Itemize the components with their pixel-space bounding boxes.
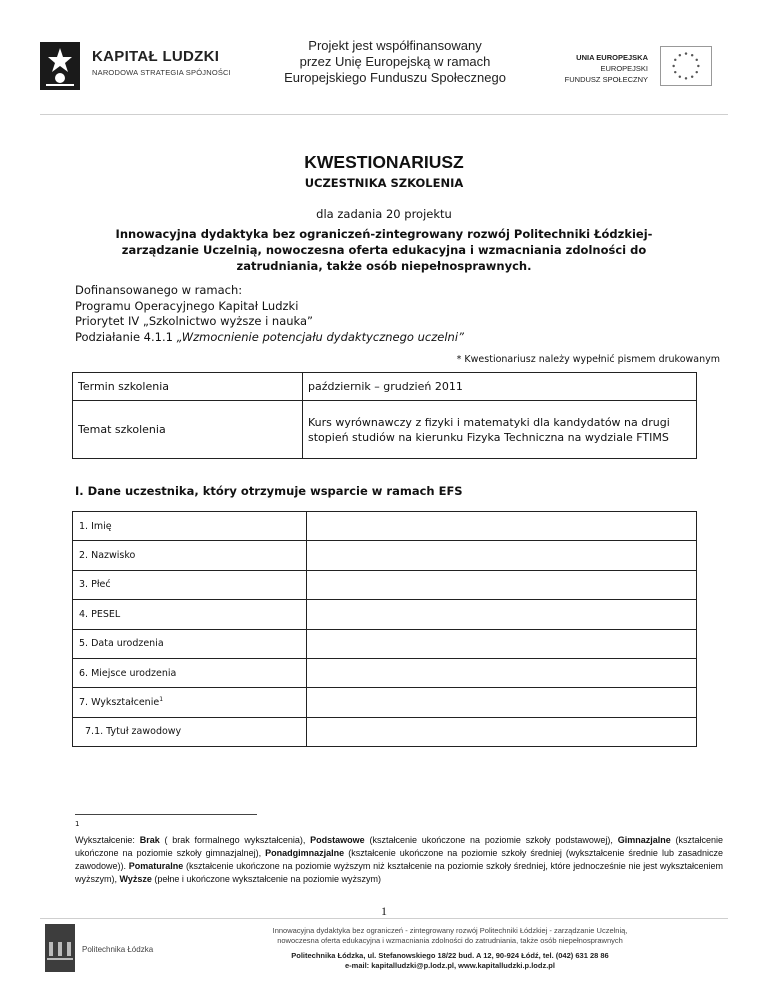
education-field[interactable] (307, 688, 697, 717)
project-name: Innowacyjna dydaktyka bez ograniczeń-zintegrowany rozwój Politechniki Łódzkiej-zarządzanie Uczelnią, nowoczesna oferta edukacyjna i wzmacniania zdolności do zatrudniania, także osób niepełnosprawnych. (115, 227, 653, 273)
term-value: październik – grudzień 2011 (303, 373, 697, 401)
table-row (73, 658, 697, 687)
footnote-term: Gimnazjalne (617, 835, 671, 845)
footnote-part: (kształcenie ukończone na poziomie szkoły średniej (wykształcenie średnie lub zasadnicze zawodowe)). (75, 848, 724, 871)
pesel-field[interactable] (307, 600, 697, 629)
measure-name: „Wzmocnienie potencjału dydaktycznego uczelni” (176, 329, 464, 344)
footnote-term: Podstawowe (310, 835, 365, 845)
footer-line-1: Innowacyjna dydaktyka bez ograniczeń - zintegrowany rozwój Politechniki Łódzkiej - zarządzanie Uczelnią, (272, 926, 628, 935)
politechnika-logo-icon (45, 924, 75, 972)
footnote-term: Wyższe (119, 874, 152, 884)
participant-form (72, 511, 697, 747)
footnote-divider (75, 814, 257, 815)
education-label-text: 7. Wykształcenie (79, 697, 160, 709)
page-header (0, 36, 768, 106)
footnote-text (75, 834, 723, 886)
table-row (73, 688, 697, 717)
funding-program: Programu Operacyjnego Kapitał Ludzki (75, 298, 299, 313)
footer-project-description (180, 926, 720, 946)
footer-email-web[interactable]: e-mail: kapitalludzki@p.lodz.pl, www.kapitalludzki.p.lodz.pl (345, 961, 555, 970)
footer-address: Politechnika Łódzka, ul. Stefanowskiego 18/22 bud. A 12, 90-924 Łódź, tel. (042) 631 28 86 (291, 951, 609, 960)
footnote-part: (pełne i ukończone wykształcenie na poziomie wyższym) (151, 874, 381, 884)
topic-label: Temat szkolenia (73, 401, 303, 459)
footnote-part: (kształcenie ukończone na poziomie wyższym niż kształcenie na poziomie szkoły średniej, które jednocześnie nie jest wykształceniem wyższym), (75, 861, 723, 884)
footnote-ref[interactable]: 1 (159, 696, 164, 704)
document-subtitle: UCZESTNIKA SZKOLENIA (304, 176, 464, 190)
header-divider (40, 114, 728, 115)
field-label-gender: 3. Płeć (73, 570, 307, 599)
field-label-birth-place: 6. Miejsce urodzenia (73, 658, 307, 687)
first-name-field[interactable] (307, 512, 697, 541)
funding-priority: Priorytet IV „Szkolnictwo wyższe i nauka” (75, 314, 314, 328)
kl-title: KAPITAŁ LUDZKI (92, 48, 220, 65)
footnote-part: (kształcenie ukończone na poziomie szkoły podstawowej), (364, 835, 618, 845)
fill-instruction-note: * Kwestionariusz należy wypełnić pismem drukowanym (456, 354, 720, 365)
section-title: I. Dane uczestnika, który otrzymuje wsparcie w ramach EFS (75, 484, 463, 498)
table-row (73, 600, 697, 629)
field-label-first-name: 1. Imię (73, 512, 307, 541)
cofinancing-line-3: Europejskiego Funduszu Społecznego (284, 70, 506, 85)
eu-label-line-2: EUROPEJSKI (600, 64, 648, 73)
eu-label-line-3: FUNDUSZ SPOŁECZNY (564, 75, 648, 84)
cofinancing-line-2: przez Unię Europejską w ramach (299, 54, 491, 69)
footnote-term: Ponadgimnazjalne (265, 848, 345, 858)
funding-intro: Dofinansowanego w ramach: (75, 283, 243, 297)
table-row (73, 629, 697, 658)
field-label-last-name: 2. Nazwisko (73, 541, 307, 570)
table-row (73, 541, 697, 570)
last-name-field[interactable] (307, 541, 697, 570)
table-row (73, 512, 697, 541)
measure-prefix: Podziałanie 4.1.1 (75, 329, 177, 344)
field-label-birth-date: 5. Data urodzenia (73, 629, 307, 658)
cofinancing-line-1: Projekt jest współfinansowany (308, 38, 482, 53)
eu-label-line-1: UNIA EUROPEJSKA (576, 53, 648, 62)
footnote-part: Wykształcenie: (75, 835, 140, 845)
table-row (73, 373, 697, 401)
kapital-ludzki-logo-icon (40, 42, 80, 90)
table-row (73, 717, 697, 746)
term-label: Termin szkolenia (73, 373, 303, 401)
footnote-term: Pomaturalne (128, 861, 184, 871)
topic-value: Kurs wyrównawczy z fizyki i matematyki dla kandydatów na drugi stopień studiów na kierunku Fizyka Techniczna na wydziale FTIMS (303, 401, 697, 459)
birth-date-field[interactable] (307, 629, 697, 658)
footer-contact (180, 951, 720, 971)
field-label-pesel: 4. PESEL (73, 600, 307, 629)
kl-subtitle: NARODOWA STRATEGIA SPÓJNOŚCI (92, 68, 231, 77)
footer-org-name: Politechnika Łódzka (82, 945, 154, 954)
birth-place-field[interactable] (307, 658, 697, 687)
page-number: 1 (381, 904, 387, 918)
task-line: dla zadania 20 projektu (316, 207, 452, 221)
footnote-term: Brak (139, 835, 160, 845)
footer-divider (40, 918, 728, 919)
professional-title-field[interactable] (307, 717, 697, 746)
field-label-professional-title: 7.1. Tytuł zawodowy (73, 717, 307, 746)
table-row (73, 570, 697, 599)
funding-measure (75, 330, 464, 346)
footnote-part: ( brak formalnego wykształcenia), (159, 835, 311, 845)
eu-label (548, 52, 648, 85)
training-info-table (72, 372, 697, 459)
footnote-number: 1 (75, 820, 80, 828)
footer-line-2: nowoczesna oferta edukacyjna i wzmacniania zdolności do zatrudniania, także osób niepełnosprawnych (277, 936, 623, 945)
cofinancing-statement (265, 38, 525, 86)
funding-info (75, 283, 464, 345)
eu-flag-icon (660, 46, 712, 86)
gender-field[interactable] (307, 570, 697, 599)
footnote-part: (kształcenie ukończone na poziomie szkoły gimnazjalnej), (75, 835, 723, 858)
document-title: KWESTIONARIUSZ (304, 152, 464, 172)
table-row (73, 401, 697, 459)
field-label-education (73, 688, 307, 717)
